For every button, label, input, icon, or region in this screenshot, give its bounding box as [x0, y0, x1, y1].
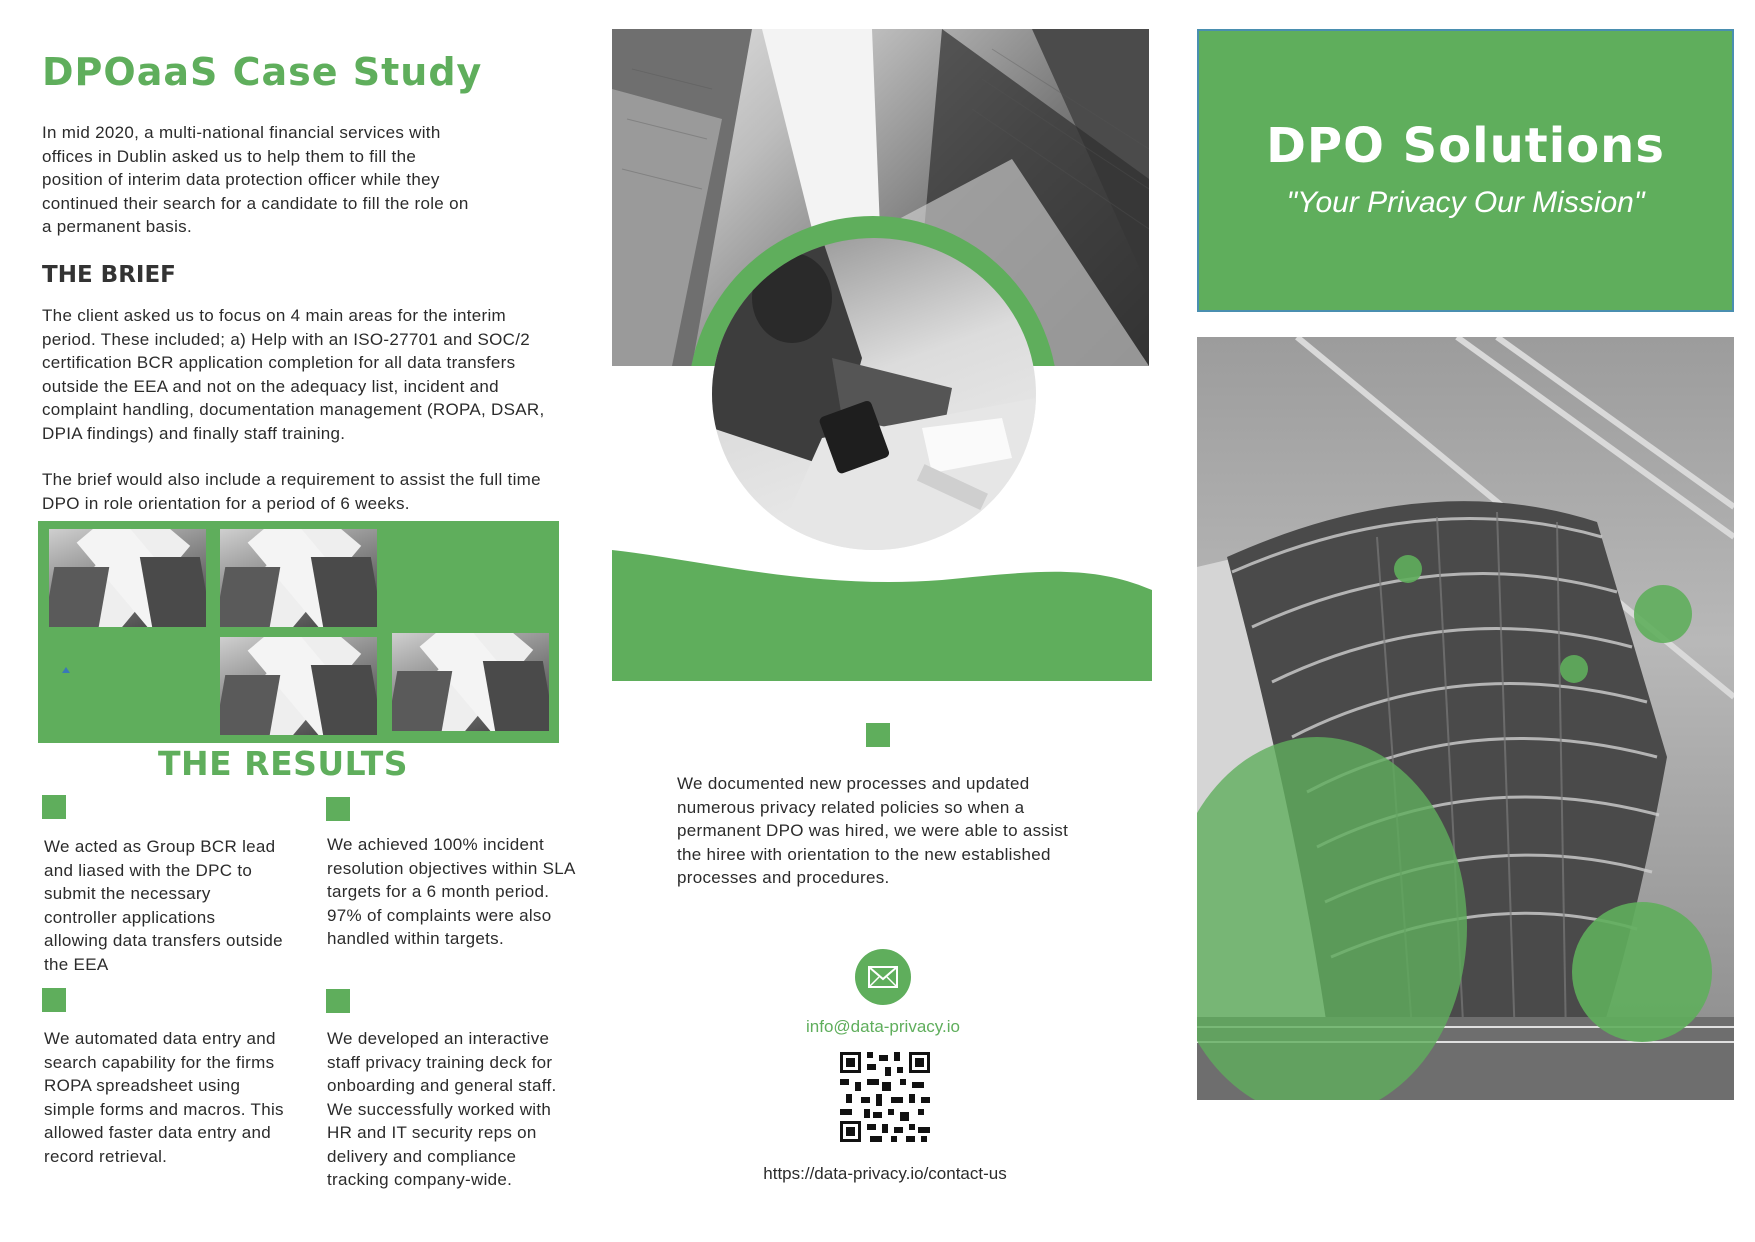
title-banner	[1197, 29, 1734, 312]
contact-url-link[interactable]: https://data-privacy.io/contact-us	[763, 1164, 1007, 1183]
green-wave	[612, 540, 1152, 681]
convention-centre-photo	[1197, 337, 1734, 1100]
brief-paragraph-2: The brief would also include a requirement to assist the full time DPO in role orientation for a period of 6 weeks.	[42, 470, 541, 513]
brand-title: DPO Solutions	[1266, 118, 1665, 174]
building-thumbnail	[220, 637, 377, 735]
desk-scene	[712, 238, 1036, 550]
result-item-2: We achieved 100% incident resolution objectives within SLA targets for a 6 month period. 97% of complaints were also handled within targets.	[327, 835, 575, 948]
decorative-circle	[1560, 655, 1588, 683]
decorative-circle	[1572, 902, 1712, 1042]
results-heading: THE RESULTS	[158, 744, 409, 783]
triangle-marker-icon	[62, 667, 70, 673]
envelope-icon[interactable]	[855, 949, 911, 1005]
middle-result-text: We documented new processes and updated numerous privacy related policies so when a permanent DPO was hired, we were able to assist the hiree with orientation to the new established processes and procedures.	[677, 774, 1069, 887]
brand-tagline: "Your Privacy Our Mission"	[1286, 186, 1645, 219]
result-item-1: We acted as Group BCR lead and liased with the DPC to submit the necessary controller applications allowing data transfers outside the EEA	[44, 837, 283, 974]
businessman-photo	[712, 238, 1036, 550]
case-study-title: DPOaaS Case Study	[42, 50, 483, 94]
brief-heading: THE BRIEF	[42, 262, 176, 288]
middle-bullet-square	[866, 723, 890, 747]
building-thumbnail	[392, 633, 549, 731]
qr-code[interactable]	[840, 1052, 930, 1142]
result-item-4: We developed an interactive staff privacy training deck for onboarding and general staff. We successfully worked with HR and IT security reps on delivery and compliance tracking company-wide.	[327, 1029, 557, 1189]
result-item-3: We automated data entry and search capability for the firms ROPA spreadsheet using simple forms and macros. This allowed faster data entry and record retrieval.	[44, 1029, 284, 1166]
email-link[interactable]: info@data-privacy.io	[806, 1017, 960, 1036]
image-grid	[38, 521, 559, 743]
decorative-circle	[1634, 585, 1692, 643]
building-thumbnail	[220, 529, 377, 627]
result-bullet-square	[42, 795, 66, 819]
decorative-circle	[1394, 555, 1422, 583]
intro-paragraph: In mid 2020, a multi-national financial services with offices in Dublin asked us to help them to fill the position of interim data protection officer while they continued their search for a candidate to fill the role on a permanent basis.	[42, 123, 469, 236]
result-bullet-square	[326, 989, 350, 1013]
result-bullet-square	[326, 797, 350, 821]
building-thumbnail	[49, 529, 206, 627]
result-bullet-square	[42, 988, 66, 1012]
brief-paragraph: The client asked us to focus on 4 main areas for the interim period. These included; a) Help with an ISO-27701 and SOC/2 certification BCR application completion for all data transfers outside the EEA and not on the adequacy list, incident and complaint handling, documentation management (ROPA, DSAR, DPIA findings) and finally staff training.	[42, 306, 545, 443]
